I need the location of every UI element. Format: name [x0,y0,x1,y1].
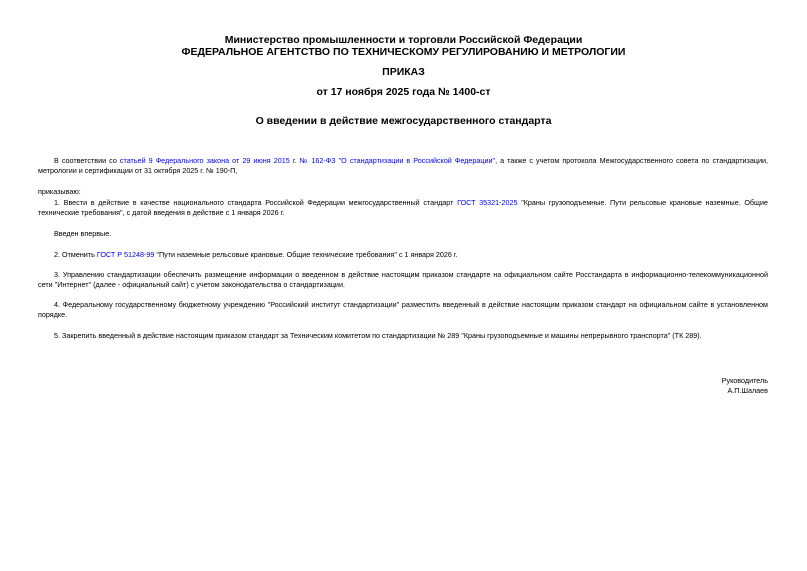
agency-name: ФЕДЕРАЛЬНОЕ АГЕНТСТВО ПО ТЕХНИЧЕСКОМУ РЕГУЛИРОВАНИЮ И МЕТРОЛОГИИ [181,46,626,58]
intro-text-before: В соответствии со [54,156,120,165]
federal-law-link[interactable]: статьей 9 Федерального закона от 29 июня 2015 г. № 162-ФЗ "О стандартизации в Российской Федерации" [119,156,496,165]
item-2-paragraph [38,250,768,260]
document-date-number: от 17 ноября 2025 года № 1400-ст [316,86,491,98]
ministry-name: Министерство промышленности и торговли Российской Федерации [224,34,583,46]
item-5-paragraph: 5. Закрепить введенный в действие настоящим приказом стандарт за Техническим комитетом по стандартизации № 289 "Краны грузоподъемные и машины непрерывного транспорта" (ТК 289). [54,331,702,340]
signature-role: Руководитель [721,376,768,385]
item-2-text-after: "Пути наземные рельсовые крановые. Общие технические требования" с 1 января 2026 г. [154,250,458,259]
document-title: О введении в действие межгосударственного стандарта [255,115,552,127]
intro-paragraph [38,156,768,176]
item-2-text-before: 2. Отменить [54,250,97,259]
introduced-first-note: Введен впервые. [54,229,112,238]
document-type: ПРИКАЗ [382,66,425,78]
item-1-paragraph [38,198,768,218]
item-1-text-before: 1. Ввести в действие в качестве национального стандарта Российской Федерации межгосударственный стандарт [54,198,458,207]
gost-35321-link[interactable]: ГОСТ 35321-2025 [457,198,518,207]
item-1-text-after: "Краны грузоподъемные. Пути рельсовые крановые наземные. Общие технические требования", с датой введения в действие с 1 января 2026 г. [38,198,768,217]
item-4-paragraph: 4. Федеральному государственному бюджетному учреждению "Российский институт стандартизации" разместить введенный в действие настоящим приказом стандарт на официальном сайте в установленном порядке. [38,300,768,319]
item-3-paragraph: 3. Управлению стандартизации обеспечить размещение информации о введенном в действие настоящим приказом стандарте на официальном сайте Росстандарта в информационно-телекоммуникационной сети "Интернет" (далее - официальный сайт) с учетом законодательства о стандартизации. [38,270,768,289]
gost-r-51248-link[interactable]: ГОСТ Р 51248-99 [96,250,155,259]
intro-text-after: , а также с учетом протокола Межгосударственного совета по стандартизации, метрологии и сертификации от 31 октября 2025 г. № 190-П, [38,156,768,175]
order-word: приказываю: [38,187,81,196]
signature-name: А.П.Шалаев [727,386,768,395]
